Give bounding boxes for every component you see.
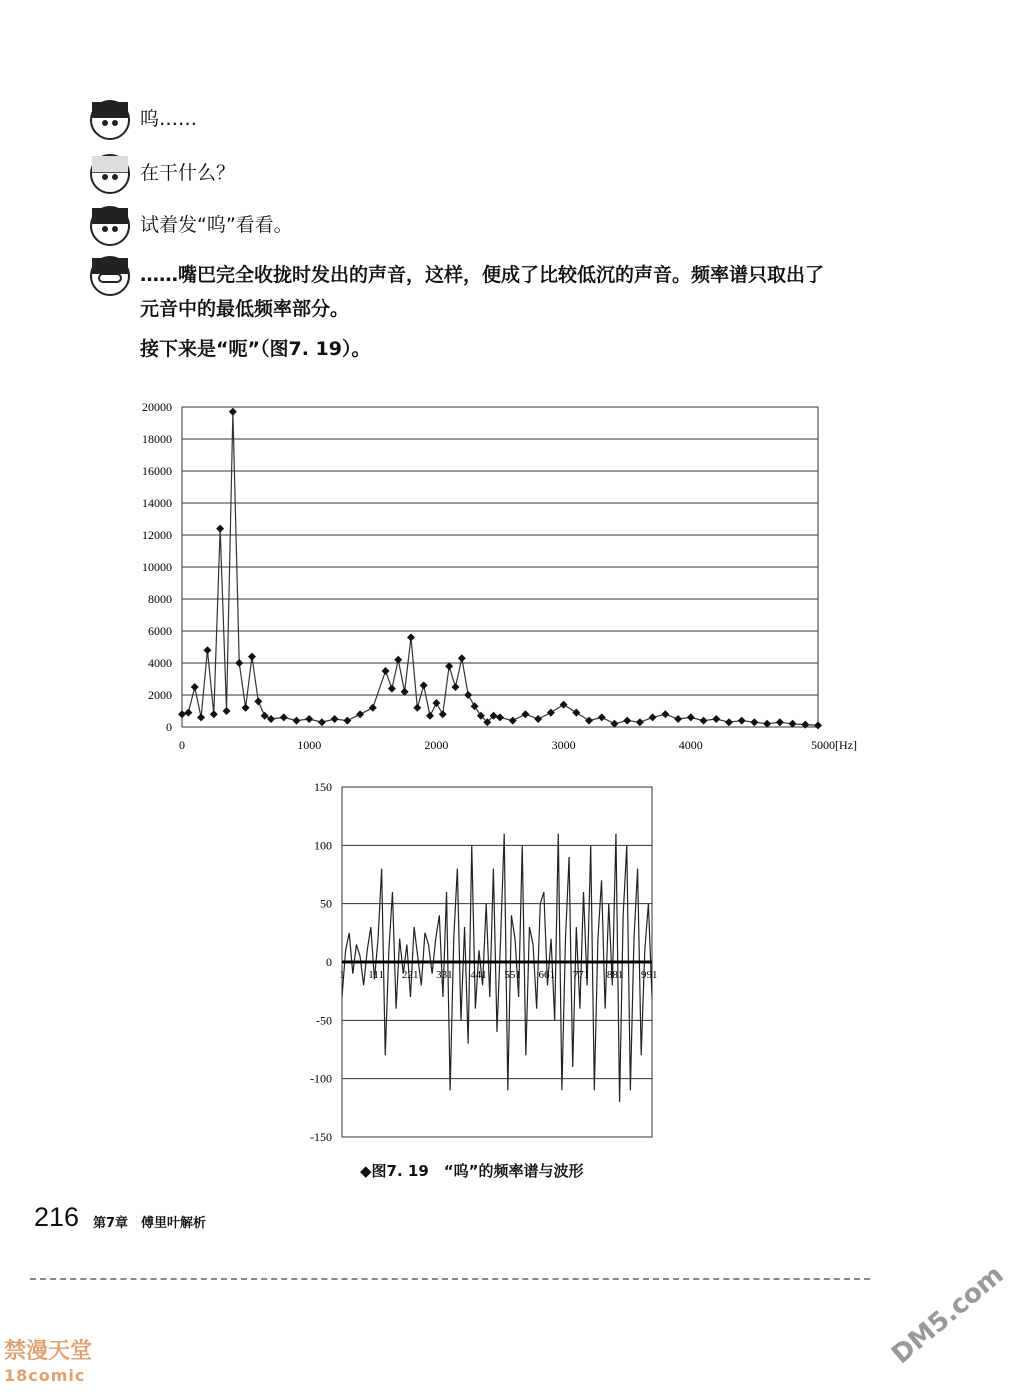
y-tick-label: 2000	[148, 688, 172, 702]
y-tick-label: 6000	[148, 624, 172, 638]
chapter-title: 第7章 傅里叶解析	[93, 1216, 207, 1231]
x-tick-label: 331	[436, 969, 453, 981]
y-tick-label: 18000	[142, 432, 172, 446]
y-tick-label: 14000	[142, 496, 172, 510]
y-tick-label: -100	[310, 1071, 332, 1086]
dialogue-row	[90, 100, 197, 140]
x-tick-label: 881	[606, 969, 624, 981]
watermark-logo	[4, 1340, 92, 1388]
x-tick-label: 1	[339, 969, 345, 981]
dialogue-row	[90, 206, 293, 246]
dialogue-text: 试着发“呜”看看。	[140, 214, 293, 236]
y-tick-label: 50	[320, 896, 332, 911]
divider	[30, 1278, 870, 1280]
y-tick-label: 12000	[142, 528, 172, 542]
dialogue-text: 接下来是“呃”（图7. 19）。	[140, 338, 371, 360]
x-tick-label: 111	[368, 969, 384, 981]
x-tick-label: 0	[179, 738, 185, 752]
x-tick-label: 661	[538, 969, 556, 981]
waveform-chart	[290, 775, 670, 1150]
watermark-logo-right: DM5.com	[886, 1259, 1010, 1371]
x-tick-label: 991	[640, 969, 658, 981]
dialogue-text: 在干什么？	[140, 162, 236, 184]
y-tick-label: 16000	[142, 464, 172, 478]
light-hair-avatar	[90, 154, 130, 194]
figure-caption: ◆图7. 19 “呜”的频率谱与波形	[360, 1162, 584, 1180]
dark-hair-avatar-smiling	[90, 206, 130, 246]
y-tick-label: 4000	[148, 656, 172, 670]
page-number: 216	[34, 1202, 80, 1232]
x-tick-label: 5000[Hz]	[811, 738, 857, 752]
y-tick-label: -50	[316, 1013, 332, 1028]
watermark-text: 禁漫天堂	[4, 1339, 93, 1364]
x-tick-label: 771	[572, 969, 590, 981]
glasses-avatar	[90, 256, 130, 296]
frequency-spectrum-chart	[120, 395, 860, 765]
x-tick-label: 551	[504, 969, 521, 981]
watermark-sub: 18comic	[4, 1366, 86, 1385]
y-tick-label: 100	[314, 838, 332, 853]
dialogue-text: 呜……	[140, 108, 198, 130]
y-tick-label: 10000	[142, 560, 172, 574]
y-tick-label: 8000	[148, 592, 172, 606]
x-tick-label: 3000	[551, 738, 576, 752]
y-tick-label: -150	[310, 1130, 332, 1144]
dialogue-row	[90, 256, 824, 366]
dialogue-text: ……嘴巴完全收拢时发出的声音，这样，便成了比较低沉的声音。频率谱只取出了	[140, 264, 825, 286]
x-tick-label: 2000	[424, 738, 449, 752]
y-tick-label: 150	[314, 780, 332, 794]
x-tick-label: 441	[470, 969, 487, 981]
x-tick-label: 4000	[678, 738, 703, 752]
dark-hair-avatar	[90, 100, 130, 140]
dialogue-text: 元音中的最低频率部分。	[140, 298, 350, 320]
y-tick-label: 20000	[142, 400, 172, 414]
x-tick-label: 1000	[297, 738, 322, 752]
x-tick-label: 221	[402, 969, 419, 981]
y-tick-label: 0	[326, 955, 332, 969]
dialogue-row	[90, 154, 235, 194]
y-tick-label: 0	[166, 720, 172, 734]
